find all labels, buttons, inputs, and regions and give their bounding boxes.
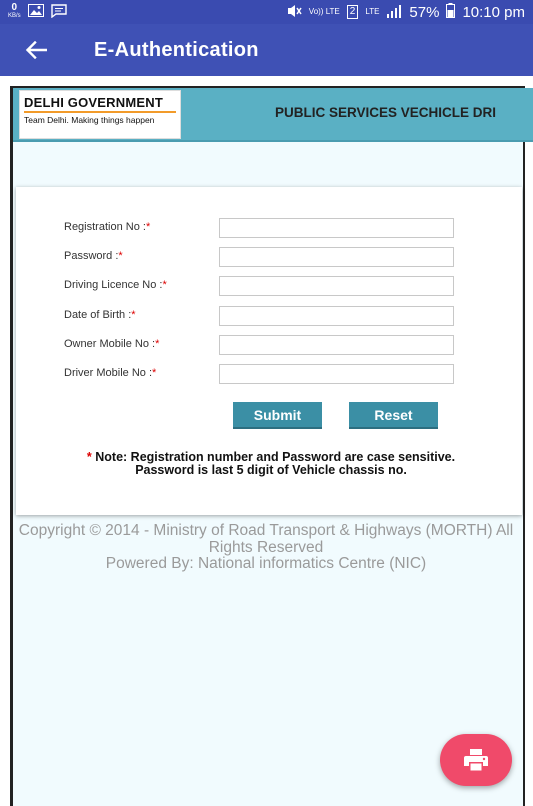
status-bar-left — [8, 4, 67, 21]
required-marker: * — [145, 221, 151, 233]
driver-mobile-label — [64, 367, 156, 379]
print-icon — [463, 748, 489, 772]
field-label-text: Driving Licence No : — [64, 279, 163, 291]
driving-licence-input[interactable] — [219, 276, 454, 296]
field-label-text: Owner Mobile No : — [64, 338, 156, 350]
required-marker: * — [155, 338, 160, 350]
message-notification-icon — [51, 4, 67, 21]
owner-mobile-label — [64, 338, 159, 350]
delhi-government-logo — [19, 90, 181, 139]
owner-mobile-input[interactable] — [219, 335, 454, 355]
password-label — [64, 250, 123, 262]
owner-mobile-row — [64, 335, 464, 355]
date-of-birth-input[interactable] — [219, 306, 454, 326]
registration-no-row — [64, 218, 464, 238]
web-view[interactable] — [0, 76, 533, 800]
field-label-text: Date of Birth : — [64, 309, 132, 321]
case-sensitivity-note — [36, 451, 506, 477]
required-marker: * — [118, 250, 123, 262]
data-speed-indicator — [8, 4, 21, 20]
page-title: E-Authentication — [94, 38, 259, 61]
page-footer — [13, 523, 519, 573]
required-marker: * — [152, 367, 157, 379]
reset-button[interactable]: Reset — [349, 402, 438, 429]
mute-vibrate-icon — [286, 4, 302, 21]
note-star: * — [86, 450, 92, 464]
network-type: LTE — [365, 7, 380, 16]
status-bar — [0, 0, 533, 24]
battery-icon — [446, 3, 455, 21]
authentication-form — [16, 187, 522, 515]
arrow-back-icon — [25, 41, 47, 59]
password-row — [64, 247, 464, 267]
data-speed-value: 0 — [11, 2, 18, 13]
page-frame — [10, 86, 525, 806]
volte-indicator: Vo)) LTE — [308, 7, 340, 16]
battery-level: 57% — [409, 3, 440, 21]
driving-licence-row — [64, 276, 464, 296]
password-input[interactable] — [219, 247, 454, 267]
banner-title: PUBLIC SERVICES VECHICLE DRI — [275, 105, 497, 120]
date-of-birth-label — [64, 309, 136, 321]
copyright-text: Copyright © 2014 - Ministry of Road Transport & Highways (MORTH) All Rights Reserved — [18, 522, 514, 556]
required-marker: * — [131, 309, 136, 321]
submit-button[interactable]: Submit — [233, 402, 322, 429]
logo-title: DELHI GOVERNMENT — [24, 95, 163, 110]
back-button[interactable] — [0, 24, 72, 76]
field-label-text: Registration No : — [64, 221, 146, 233]
header-banner — [13, 88, 533, 142]
required-marker: * — [162, 279, 167, 291]
sim-indicator: 2 — [347, 5, 359, 19]
note-line-1: Note: Registration number and Password are case sensitive. — [95, 450, 456, 464]
data-speed-unit: KB/s — [8, 13, 21, 19]
registration-no-input[interactable] — [219, 218, 454, 238]
field-label-text: Password : — [64, 250, 119, 262]
registration-no-label — [64, 221, 150, 233]
logo-tagline: Team Delhi. Making things happen — [24, 115, 155, 125]
date-of-birth-row — [64, 306, 464, 326]
driver-mobile-row — [64, 364, 464, 384]
image-notification-icon — [28, 4, 44, 20]
driving-licence-label — [64, 279, 167, 291]
clock-time: 10:10 pm — [462, 3, 525, 21]
print-button[interactable] — [440, 734, 512, 786]
powered-by-text: Powered By: National informatics Centre (NIC) — [105, 555, 427, 572]
logo-underline — [24, 111, 176, 113]
signal-strength-icon — [386, 4, 402, 21]
app-bar — [0, 24, 533, 76]
status-bar-right — [286, 3, 525, 21]
note-line-2: Password is last 5 digit of Vehicle chassis no. — [135, 463, 407, 477]
driver-mobile-input[interactable] — [219, 364, 454, 384]
field-label-text: Driver Mobile No : — [64, 367, 153, 379]
